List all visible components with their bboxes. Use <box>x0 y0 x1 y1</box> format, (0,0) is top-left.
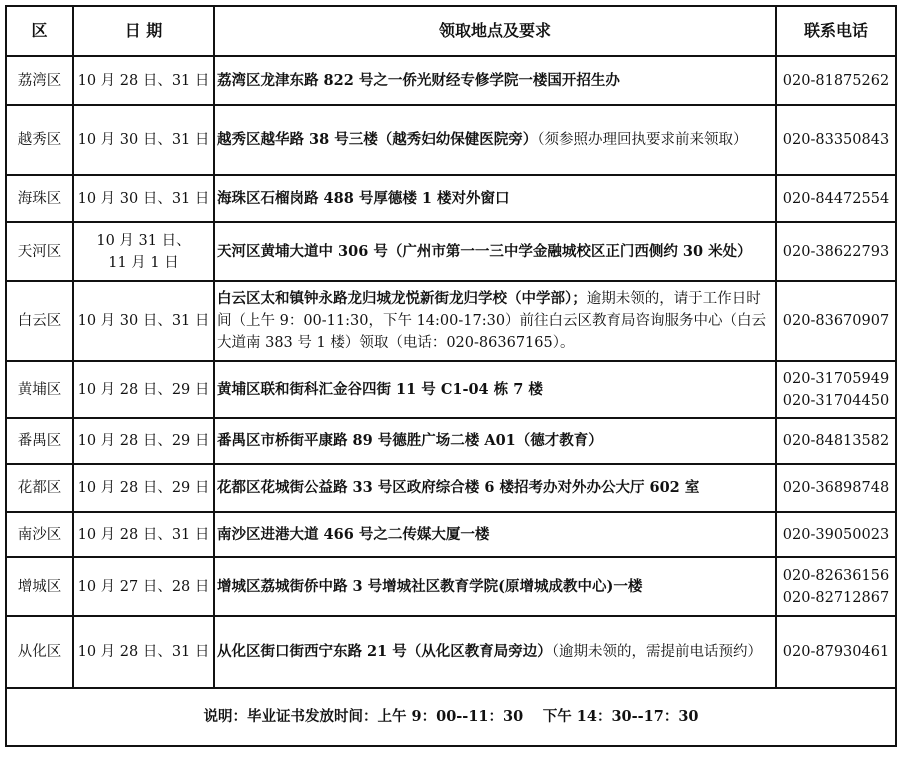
phone-cell <box>776 361 896 418</box>
date-cell <box>73 56 214 105</box>
address-main: 增城区荔城街侨中路 3 号增城社区教育学院(原增城成教中心)一楼 <box>217 577 643 595</box>
address-main: 海珠区石榴岗路 488 号厚德楼 1 楼对外窗口 <box>217 189 510 207</box>
address-main: 天河区黄埔大道中 306 号（广州市第一一三中学金融城校区正门西侧约 30 米处） <box>217 242 752 260</box>
phone-number: 020-36898748 <box>782 480 890 496</box>
date-line: 10 月 27 日、28 日 <box>77 578 210 595</box>
date-cell <box>73 361 214 418</box>
phone-number: 020-31704450 <box>782 392 890 409</box>
date-cell <box>73 281 214 361</box>
address-cell <box>214 418 776 464</box>
address-note: （逾期未领的，需提前电话预约） <box>551 644 763 660</box>
date-cell <box>73 512 214 557</box>
header-district: 区 <box>6 6 73 56</box>
district-cell: 番禺区 <box>6 418 73 464</box>
certificate-pickup-table <box>5 5 897 747</box>
date-line: 10 月 28 日、29 日 <box>77 381 210 398</box>
address-main: 从化区街口街西宁东路 21 号（从化区教育局旁边） <box>217 643 552 660</box>
table-header-row <box>6 6 896 56</box>
phone-number: 020-38622793 <box>782 243 890 260</box>
address-cell <box>214 512 776 557</box>
date-cell <box>73 222 214 281</box>
date-line: 10 月 30 日、31 日 <box>77 313 210 329</box>
phone-cell <box>776 418 896 464</box>
address-cell <box>214 616 776 688</box>
date-cell <box>73 616 214 688</box>
district-cell: 海珠区 <box>6 175 73 222</box>
address-main: 越秀区越华路 38 号三楼（越秀妇幼保健医院旁） <box>217 131 538 148</box>
date-line: 10 月 31 日、 <box>96 232 191 249</box>
phone-cell <box>776 557 896 616</box>
phone-cell <box>776 512 896 557</box>
address-main: 白云区太和镇钟永路龙归城龙悦新街龙归学校（中学部）； <box>217 290 587 307</box>
address-main: 花都区花城街公益路 33 号区政府综合楼 6 楼招考办对外办公大厅 602 室 <box>217 479 700 496</box>
address-cell <box>214 557 776 616</box>
date-line: 10 月 28 日、31 日 <box>77 644 210 660</box>
district-cell: 越秀区 <box>6 105 73 175</box>
phone-number: 020-82712867 <box>782 589 890 606</box>
phone-number: 020-81875262 <box>782 72 890 89</box>
phone-cell <box>776 464 896 512</box>
table-row <box>6 361 896 418</box>
district-cell: 黄埔区 <box>6 361 73 418</box>
phone-cell <box>776 281 896 361</box>
phone-cell <box>776 175 896 222</box>
date-line: 10 月 28 日、31 日 <box>77 526 210 543</box>
address-note: （须参照办理回执要求前来领取） <box>537 132 748 148</box>
table-row <box>6 616 896 688</box>
date-cell <box>73 464 214 512</box>
phone-number: 020-31705949 <box>782 370 890 387</box>
address-cell <box>214 464 776 512</box>
district-cell: 从化区 <box>6 616 73 688</box>
district-cell: 南沙区 <box>6 512 73 557</box>
table-row <box>6 175 896 222</box>
district-cell: 增城区 <box>6 557 73 616</box>
table-row <box>6 557 896 616</box>
address-cell <box>214 56 776 105</box>
address-main: 番禺区市桥街平康路 89 号德胜广场二楼 A01（德才教育） <box>217 432 603 449</box>
table-row <box>6 512 896 557</box>
address-cell <box>214 105 776 175</box>
footer-note: 说明：毕业证书发放时间：上午 9：00--11：30 下午 14：30--17：30 <box>6 688 896 746</box>
footer-row <box>6 688 896 746</box>
table-row <box>6 418 896 464</box>
address-main: 南沙区进港大道 466 号之二传媒大厦一楼 <box>217 525 490 543</box>
district-cell: 白云区 <box>6 281 73 361</box>
phone-cell <box>776 105 896 175</box>
phone-cell <box>776 616 896 688</box>
phone-number: 020-82636156 <box>782 567 890 584</box>
address-cell <box>214 361 776 418</box>
phone-number: 020-83350843 <box>782 132 890 148</box>
address-cell <box>214 175 776 222</box>
district-cell: 天河区 <box>6 222 73 281</box>
table-row <box>6 464 896 512</box>
date-cell <box>73 418 214 464</box>
address-main: 荔湾区龙津东路 822 号之一侨光财经专修学院一楼国开招生办 <box>217 71 620 89</box>
header-date: 日 期 <box>73 6 214 56</box>
phone-cell <box>776 56 896 105</box>
date-line: 11 月 1 日 <box>108 254 179 271</box>
address-note: 逾期未领的，请于工作日时间（上午 9：00-11:30，下午 14:00-17:30）前往白云区教育局咨询服务中心（白云大道南 383 号 1 楼）领取（电话：020-86367165）。 <box>217 291 767 351</box>
date-line: 10 月 30 日、31 日 <box>77 190 210 207</box>
date-line: 10 月 28 日、29 日 <box>77 433 210 449</box>
date-cell <box>73 557 214 616</box>
table-row <box>6 56 896 105</box>
table-row <box>6 222 896 281</box>
address-cell <box>214 281 776 361</box>
phone-number: 020-84472554 <box>782 190 890 207</box>
address-main: 黄埔区联和街科汇金谷四街 11 号 C1-04 栋 7 楼 <box>217 380 543 398</box>
district-cell: 荔湾区 <box>6 56 73 105</box>
phone-number: 020-83670907 <box>782 313 890 329</box>
table-row <box>6 281 896 361</box>
phone-cell <box>776 222 896 281</box>
table-row <box>6 105 896 175</box>
address-cell <box>214 222 776 281</box>
date-line: 10 月 30 日、31 日 <box>77 132 210 148</box>
date-line: 10 月 28 日、29 日 <box>77 480 210 496</box>
header-address: 领取地点及要求 <box>214 6 776 56</box>
phone-number: 020-39050023 <box>782 526 890 543</box>
header-phone: 联系电话 <box>776 6 896 56</box>
date-line: 10 月 28 日、31 日 <box>77 72 210 89</box>
date-cell <box>73 175 214 222</box>
date-cell <box>73 105 214 175</box>
district-cell: 花都区 <box>6 464 73 512</box>
phone-number: 020-87930461 <box>782 644 890 660</box>
phone-number: 020-84813582 <box>782 433 890 449</box>
